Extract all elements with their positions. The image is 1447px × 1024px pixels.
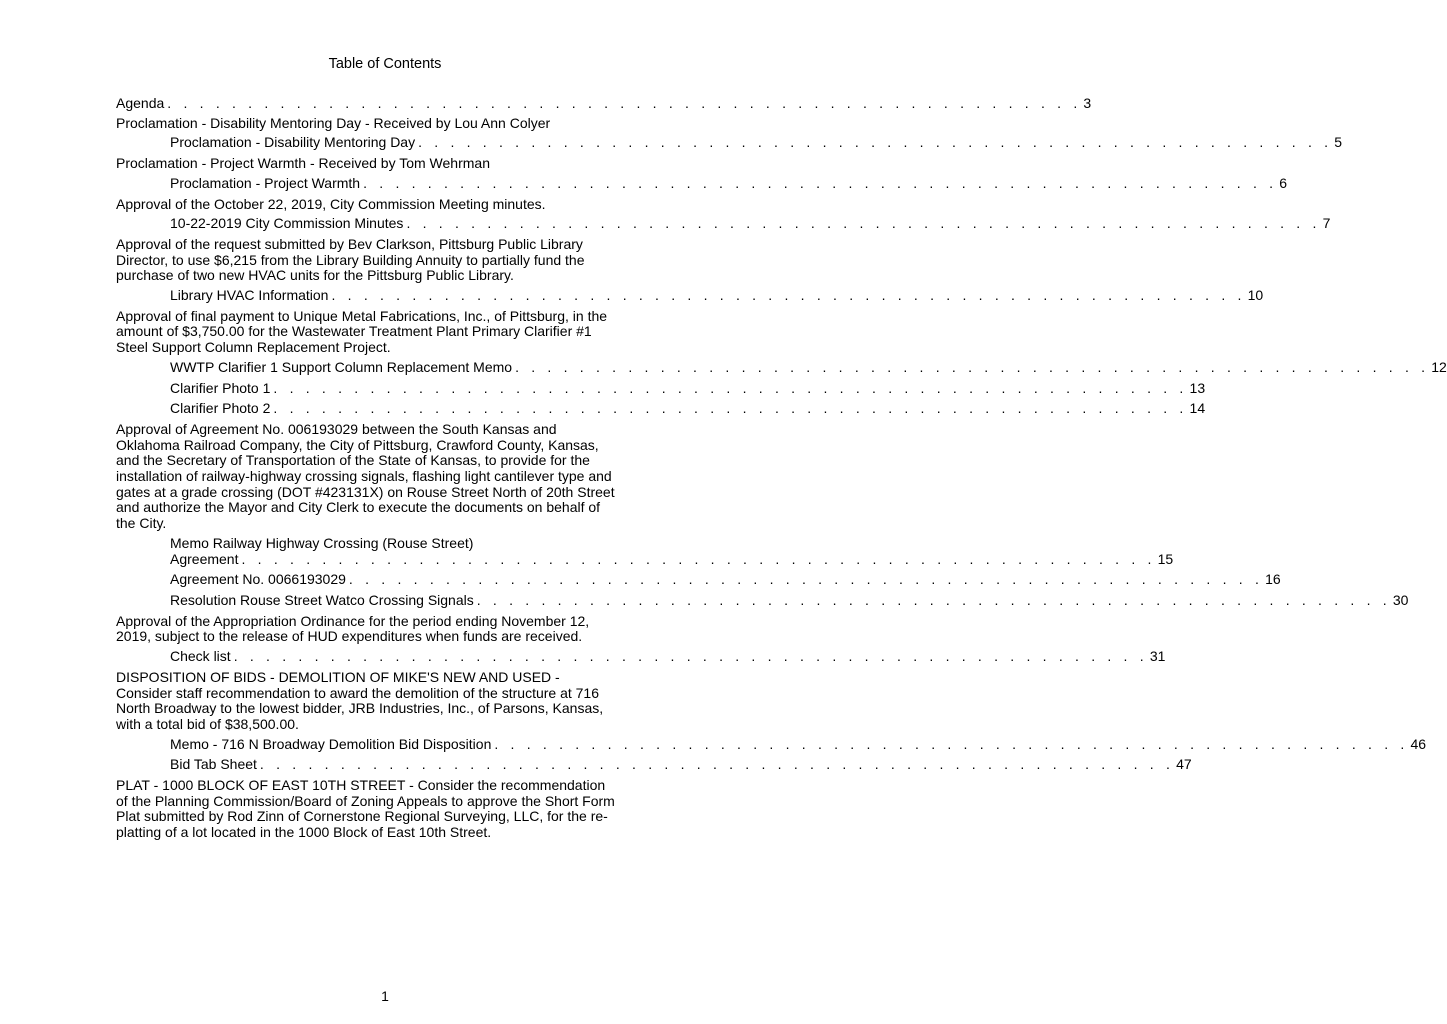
dot-leader: . . . . . . . . . . . . . . . . . . . . . . . . . . . . . . . . . . . . . . . . . . . . . . . . . . . . . . . . . — [259, 756, 1175, 773]
dot-leader: . . . . . . . . . . . . . . . . . . . . . . . . . . . . . . . . . . . . . . . . . . . . . . . . . . . . . . . . . — [348, 571, 1264, 588]
toc-entry — [116, 95, 1092, 116]
toc-entry-text: Memo Railway Highway Crossing (Rouse Street) — [170, 534, 474, 551]
toc-entry-row — [170, 571, 1281, 588]
toc-page-number: 7 — [1322, 215, 1331, 232]
toc-entry — [116, 756, 1192, 778]
toc-entry-text: Library HVAC Information — [170, 287, 329, 304]
toc-entry-text: Resolution Rouse Street Watco Crossing Signals — [170, 591, 474, 608]
toc-entry-text: WWTP Clarifier 1 Support Column Replacement Memo — [170, 358, 513, 375]
toc-entry — [116, 648, 1166, 670]
toc-page-number: 3 — [1083, 95, 1092, 111]
toc-entry-text: Agenda — [116, 95, 165, 111]
toc-entry-text: Proclamation - Disability Mentoring Day — [170, 134, 416, 151]
toc-page-number: 13 — [1189, 379, 1206, 396]
toc-section-heading: Approval of the October 22, 2019, City Commission Meeting minutes. — [116, 195, 546, 212]
toc-entry-text: Clarifier Photo 1 — [170, 379, 271, 396]
toc-entry-row — [170, 287, 1264, 304]
toc-section-heading: Approval of final payment to Unique Metal Fabrications, Inc., of Pittsburg, in the amount of $3,750.00 for the Wastewater Treatment Plant Primary Clarifier #1 Steel Support Column Replacement Project. — [116, 307, 608, 356]
toc-page-number: 46 — [1410, 735, 1427, 752]
toc-entry-row — [170, 174, 1288, 192]
toc-entry — [116, 379, 1206, 402]
toc-page-number: 6 — [1279, 174, 1288, 191]
toc-section-heading: DISPOSITION OF BIDS - DEMOLITION OF MIKE'S NEW AND USED - Consider staff recommendation to award the demolition of the structure at 716 North Broadway to the lowest bidder, JRB Industries, Inc., of Parsons, Kansas, with a total bid of $38,500.00. — [116, 668, 604, 732]
toc-entry — [116, 571, 1281, 593]
toc-page-number: 30 — [1392, 591, 1409, 608]
toc-page-number: 10 — [1247, 287, 1264, 304]
toc-entry-text: Bid Tab Sheet — [170, 756, 257, 773]
toc-section-heading: Approval of Agreement No. 006193029 between the South Kansas and Oklahoma Railroad Company, the City of Pittsburg, Crawford County, Kansas, and the Secretary of Transportation of the State of Kansas, to provide for the installation of railway-highway crossing signals, flashing light cantilever type and gates at a grade crossing (DOT #423131X) on Rouse Street North of 20th Street and authorize the Mayor and City Clerk to execute the documents on behalf of the City. — [116, 420, 615, 532]
toc-entry-row — [170, 400, 1206, 417]
toc-section-heading: Proclamation - Project Warmth - Received by Tom Wehrman — [116, 155, 490, 172]
toc-page-number: 47 — [1176, 756, 1192, 773]
dot-leader: . . . . . . . . . . . . . . . . . . . . . . . . . . . . . . . . . . . . . . . . . . . . . . . . . . . . . . . . . — [476, 591, 1391, 608]
toc-entry-row — [170, 735, 1427, 753]
toc-entry — [116, 358, 1447, 381]
dot-leader: . . . . . . . . . . . . . . . . . . . . . . . . . . . . . . . . . . . . . . . . . . . . . . . . . . . . . . . . . — [494, 735, 1409, 752]
toc-page-number: 16 — [1265, 571, 1281, 588]
toc-entry-text: Agreement No. 0066193029 — [170, 571, 346, 588]
toc-entry-text: Agreement — [170, 550, 239, 567]
page-title: Table of Contents — [328, 56, 442, 72]
page-number: 1 — [381, 988, 389, 1004]
toc-entry-row — [116, 95, 1092, 112]
dot-leader: . . . . . . . . . . . . . . . . . . . . . . . . . . . . . . . . . . . . . . . . . . . . . . . . . . . . . . . . . — [233, 648, 1148, 665]
dot-leader: . . . . . . . . . . . . . . . . . . . . . . . . . . . . . . . . . . . . . . . . . . . . . . . . . . . . . . . . . — [406, 215, 1321, 232]
toc-entry-row — [170, 379, 1206, 397]
toc-entry — [116, 287, 1264, 309]
toc-page-number: 12 — [1431, 358, 1447, 375]
toc-entry — [116, 134, 1343, 156]
toc-entry-text: 10-22-2019 City Commission Minutes — [170, 215, 404, 232]
toc-page-number: 5 — [1334, 134, 1343, 151]
dot-leader: . . . . . . . . . . . . . . . . . . . . . . . . . . . . . . . . . . . . . . . . . . . . . . . . . . . . . . . . . — [167, 95, 1082, 111]
dot-leader: . . . . . . . . . . . . . . . . . . . . . . . . . . . . . . . . . . . . . . . . . . . . . . . . . . . . . . . . . — [273, 379, 1188, 396]
toc-entry-text: Check list — [170, 648, 231, 665]
toc-section-heading: Proclamation - Disability Mentoring Day - Received by Lou Ann Colyer — [116, 114, 551, 131]
dot-leader: . . . . . . . . . . . . . . . . . . . . . . . . . . . . . . . . . . . . . . . . . . . . . . . . . . . . . . . . . — [331, 287, 1246, 304]
toc-entry-row — [170, 591, 1409, 609]
toc-entry — [116, 215, 1331, 237]
toc-section-heading: Approval of the request submitted by Bev Clarkson, Pittsburg Public Library Director, to use $6,215 from the Library Building Annuity to partially fund the purchase of two new HVAC units for the Pittsburg Public Library. — [116, 235, 585, 284]
toc-entry-row — [170, 756, 1192, 773]
toc-entry-row — [170, 134, 1343, 151]
dot-leader: . . . . . . . . . . . . . . . . . . . . . . . . . . . . . . . . . . . . . . . . . . . . . . . . . . . . . . . . . — [515, 358, 1430, 375]
toc-entry — [116, 400, 1206, 422]
toc-entry — [116, 534, 1174, 572]
dot-leader: . . . . . . . . . . . . . . . . . . . . . . . . . . . . . . . . . . . . . . . . . . . . . . . . . . . . . . . . . — [241, 550, 1156, 567]
toc-entry-row — [170, 358, 1447, 376]
toc-entry-row — [170, 550, 1174, 568]
dot-leader: . . . . . . . . . . . . . . . . . . . . . . . . . . . . . . . . . . . . . . . . . . . . . . . . . . . . . . . . . — [363, 174, 1278, 191]
toc-entry-text: Proclamation - Project Warmth — [170, 174, 361, 191]
toc-entry — [116, 174, 1288, 197]
toc-entry-row — [170, 648, 1166, 665]
toc-page-number: 31 — [1149, 648, 1166, 665]
dot-leader: . . . . . . . . . . . . . . . . . . . . . . . . . . . . . . . . . . . . . . . . . . . . . . . . . . . . . . . . . — [418, 134, 1333, 151]
toc-entry — [116, 735, 1427, 758]
toc-page-number: 14 — [1189, 400, 1206, 417]
toc-page-number: 15 — [1157, 550, 1174, 567]
toc-entry-text: Memo - 716 N Broadway Demolition Bid Disposition — [170, 735, 492, 752]
toc-section-heading: Approval of the Appropriation Ordinance for the period ending November 12, 2019, subject to the release of HUD expenditures when funds are received. — [116, 612, 590, 645]
toc-entry-row — [170, 215, 1331, 232]
toc-section-heading: PLAT - 1000 BLOCK OF EAST 10TH STREET - Consider the recommendation of the Planning Commission/Board of Zoning Appeals to approve the Short Form Plat submitted by Rod Zinn of Cornerstone Regional Surveying, LLC, for the re-platting of a lot located in the 1000 Block of East 10th Street. — [116, 777, 615, 841]
toc-entry — [116, 591, 1409, 614]
table-of-contents — [116, 95, 1447, 845]
dot-leader: . . . . . . . . . . . . . . . . . . . . . . . . . . . . . . . . . . . . . . . . . . . . . . . . . . . . . . . . . — [273, 400, 1188, 417]
toc-entry-text: Clarifier Photo 2 — [170, 400, 271, 417]
